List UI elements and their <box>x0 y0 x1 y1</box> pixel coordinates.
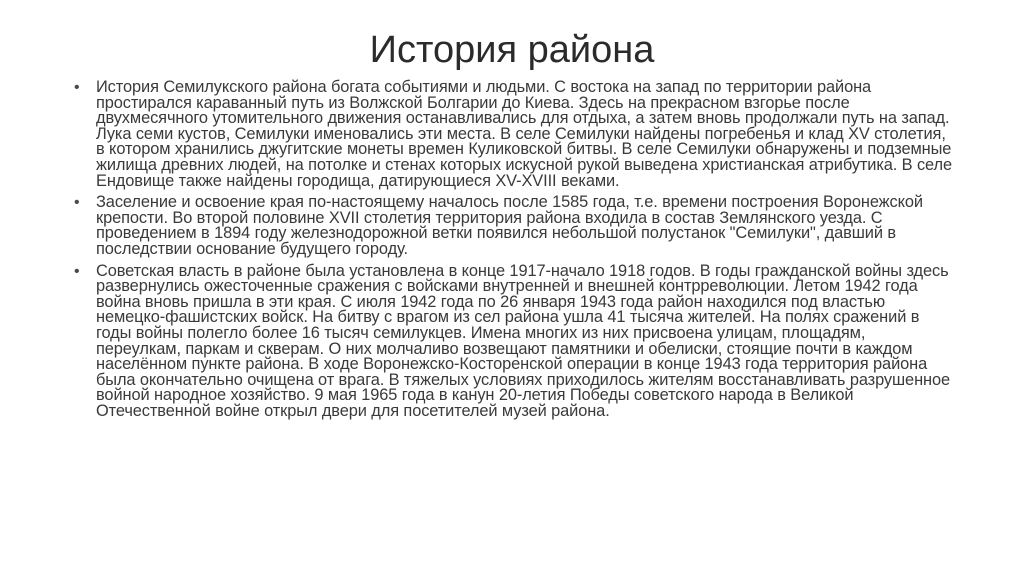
bullet-item <box>74 261 954 420</box>
bullet-text: Советская власть в районе была установлена в конце 1917-начало 1918 годов. В годы гражданской войны здесь развернулись ожесточенные сражения с войсками внутренней и внешней контрреволюции. Летом 1942 года война вновь пришла в эти края. С июля 1942 года по 26 января 1943 года район находился под властью немецко-фашистских войск. На битву с врагом из сел района ушла 41 тысяча жителей. На полях сражений в годы войны полегло более 16 тысяч семилукцев. Имена многих из них присвоена улицам, площадям, переулкам, паркам и скверам. О них молчаливо возвещают памятники и обелиски, стоящие почти в каждом населённом пункте района. В ходе Воронежско-Косторенской операции в конце 1943 года территория района была окончательно очищена от врага. В тяжелых условиях приходилось жителям восстанавливать разрушенное войной народное хозяйство. 9 мая 1965 года в канун 20-летия Победы советского народа в Великой Отечественной войне открыл двери для посетителей музей района. <box>96 261 951 420</box>
bullet-text: Заселение и освоение края по-настоящему началось после 1585 года, т.е. времени построения Воронежской крепости. Во второй половине XVII столетия территория района входила в состав Землянского уезда. С проведением в 1894 году железнодорожной ветки появился небольшой полустанок "Семилуки", давший в последствии основание будущего городу. <box>96 193 923 258</box>
bullet-item <box>74 80 954 189</box>
bullet-marker: • <box>74 194 80 212</box>
bullet-text: История Семилукского района богата событиями и людьми. С востока на запад по территории района простирался караванный путь из Волжской Болгарии до Киева. Здесь на прекрасном взгорье после двухмесячного утомительного движения останавливались для отдыха, а затем вновь продолжали путь на запад. Лука семи кустов, Семилуки именовались эти места. В селе Семилуки найдены погребенья и клад XV столетия, в котором хранились джугитские монеты времен Куликовской битвы. В селе Семилуки обнаружены и подземные жилища древних людей, на потолке и стенах которых искусной рукой выведена христианская атрибутика. В селе Ендовище также найдены городища, датирующиеся XV-XVIII веками. <box>96 78 953 190</box>
slide-title: История района <box>369 29 655 71</box>
bullet-list <box>74 80 954 425</box>
bullet-marker: • <box>74 79 80 96</box>
bullet-item <box>74 195 954 257</box>
bullet-marker: • <box>74 262 80 280</box>
